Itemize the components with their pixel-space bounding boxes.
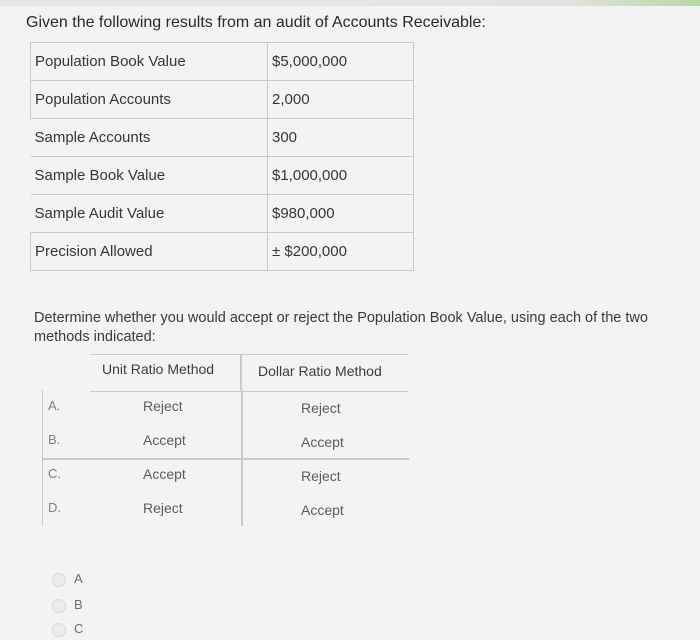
row-value: 300 [268, 119, 414, 157]
row-label: Population Book Value [31, 43, 268, 81]
dollar-ratio-value: Reject [301, 468, 341, 484]
table-row [31, 81, 414, 119]
dollar-ratio-value: Reject [301, 400, 341, 416]
options-table-header [90, 354, 408, 392]
option-letter: A. [48, 398, 61, 413]
table-row [31, 233, 414, 271]
unit-ratio-value: Reject [143, 398, 183, 414]
table-row [31, 157, 414, 195]
dollar-ratio-header: Dollar Ratio Method [258, 363, 382, 379]
option-row-d [43, 492, 409, 526]
row-value: $1,000,000 [268, 157, 414, 195]
unit-ratio-value: Accept [143, 466, 186, 482]
options-table-body [42, 390, 409, 526]
option-row-c [43, 458, 409, 492]
option-letter: B. [48, 432, 61, 447]
unit-ratio-value: Accept [143, 432, 186, 448]
choice-label: B [74, 597, 83, 612]
top-strip [0, 0, 700, 6]
question-heading: Given the following results from an audit of Accounts Receivable: [26, 14, 486, 31]
option-row-b [43, 424, 409, 458]
row-label: Sample Audit Value [31, 195, 268, 233]
row-label: Sample Accounts [31, 119, 268, 157]
option-row-a [43, 390, 409, 424]
choice-label: A [74, 571, 83, 586]
option-letter: C. [48, 466, 61, 481]
table-row [31, 119, 414, 157]
unit-ratio-header: Unit Ratio Method [102, 361, 215, 377]
row-value: ± $200,000 [268, 233, 414, 271]
radio-button[interactable] [52, 599, 66, 613]
choice-a[interactable] [52, 570, 112, 590]
choice-label: C [74, 621, 84, 636]
radio-button[interactable] [52, 573, 66, 587]
audit-results-table [30, 42, 414, 271]
choice-b[interactable] [52, 596, 112, 616]
dollar-ratio-value: Accept [301, 502, 344, 518]
column-divider [240, 354, 242, 390]
unit-ratio-value: Reject [143, 500, 183, 516]
row-value: $980,000 [268, 195, 414, 233]
question-text: Determine whether you would accept or reject the Population Book Value, using each of the two methods indicated: [34, 310, 648, 345]
row-value: 2,000 [268, 81, 414, 119]
row-label: Precision Allowed [31, 233, 268, 271]
choice-c[interactable] [52, 620, 112, 640]
dollar-ratio-value: Accept [301, 434, 344, 450]
table-row [31, 195, 414, 233]
options-table [48, 354, 408, 526]
row-label: Population Accounts [31, 81, 268, 119]
option-letter: D. [48, 500, 61, 515]
table-row [31, 43, 414, 81]
row-value: $5,000,000 [268, 43, 414, 81]
row-label: Sample Book Value [31, 157, 268, 195]
